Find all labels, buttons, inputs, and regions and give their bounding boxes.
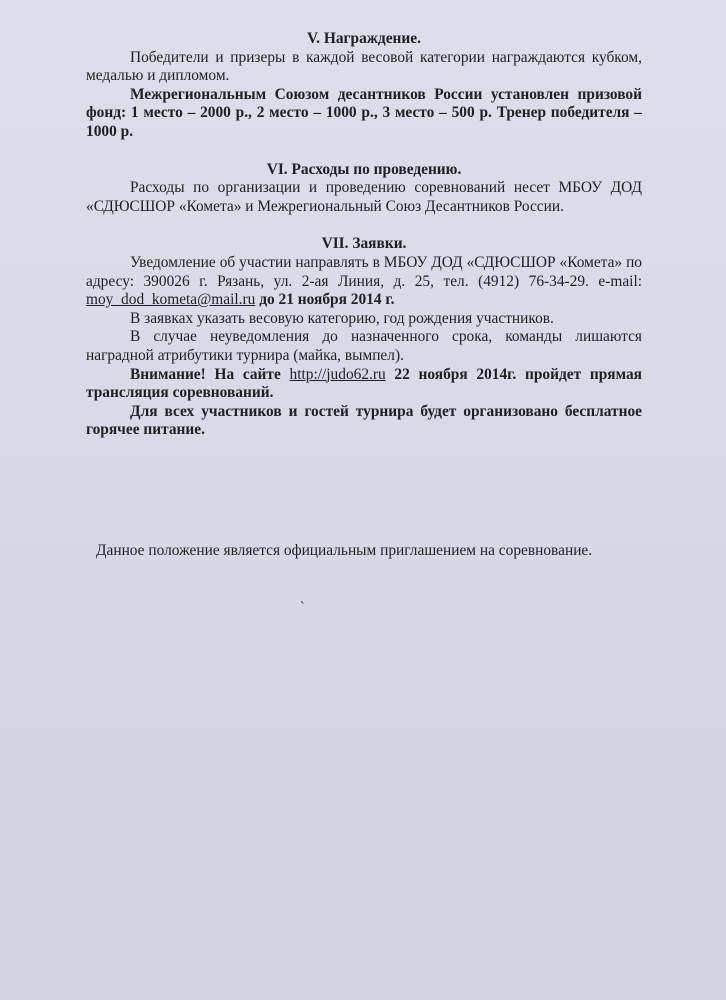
section-7-heading: VII. Заявки. (321, 235, 407, 253)
attention-paragraph (86, 366, 642, 403)
deadline-text: до 21 ноября 2014 г. (255, 291, 395, 309)
meals-paragraph: Для всех участников и гостей турнира будет организовано бесплатное горячее питание. (86, 402, 642, 439)
notification-text: Уведомление об участии направлять в МБОУ ДОД «СДЮСШОР «Комета» по адресу: 390026 г. Рязань, ул. 2-ая Линия, д. 25, тел. (4912) 76-34-29. e-mail: (86, 253, 642, 290)
scan-speck: ˋ (300, 600, 305, 615)
section-5-heading: V. Награждение. (307, 30, 421, 47)
awards-paragraph: Победители и призеры в каждой весовой категории награждаются кубком, медалью и дипломом. (86, 48, 642, 85)
document-body (86, 30, 642, 440)
expenses-paragraph: Расходы по организации и проведению соревнований несет МБОУ ДОД «СДЮСШОР «Комета» и Межрегиональный Союз Десантников России. (86, 179, 642, 215)
spacer (86, 216, 642, 235)
application-requirements: В заявках указать весовую категорию, год рождения участников. (130, 309, 554, 327)
spacer (86, 142, 642, 161)
email-link[interactable]: moy_dod_kometa@mail.ru (86, 291, 256, 309)
attention-suffix: 22 ноября 2014г. пройдет прямая трансляция соревнований. (86, 365, 642, 402)
section-6-heading: VI. Расходы по проведению. (266, 160, 462, 178)
official-invitation-note: Данное положение является официальным приглашением на соревнование. (96, 542, 593, 559)
notification-paragraph (86, 254, 642, 310)
late-notice-paragraph: В случае неуведомления до назначенного срока, команды лишаются наградной атрибутики турнира (майка, вымпел). (86, 328, 642, 364)
site-link[interactable]: http://judo62.ru (289, 365, 386, 383)
attention-prefix: Внимание! На сайте (130, 365, 290, 383)
prize-fund-paragraph: Межрегиональным Союзом десантников России установлен призовой фонд: 1 место – 2000 р., 2 место – 1000 р., 3 место – 500 р. Тренер победителя – 1000 р. (86, 85, 642, 140)
meals-text: Для всех участников и гостей турнира будет организовано бесплатное горячее питание (86, 402, 642, 439)
